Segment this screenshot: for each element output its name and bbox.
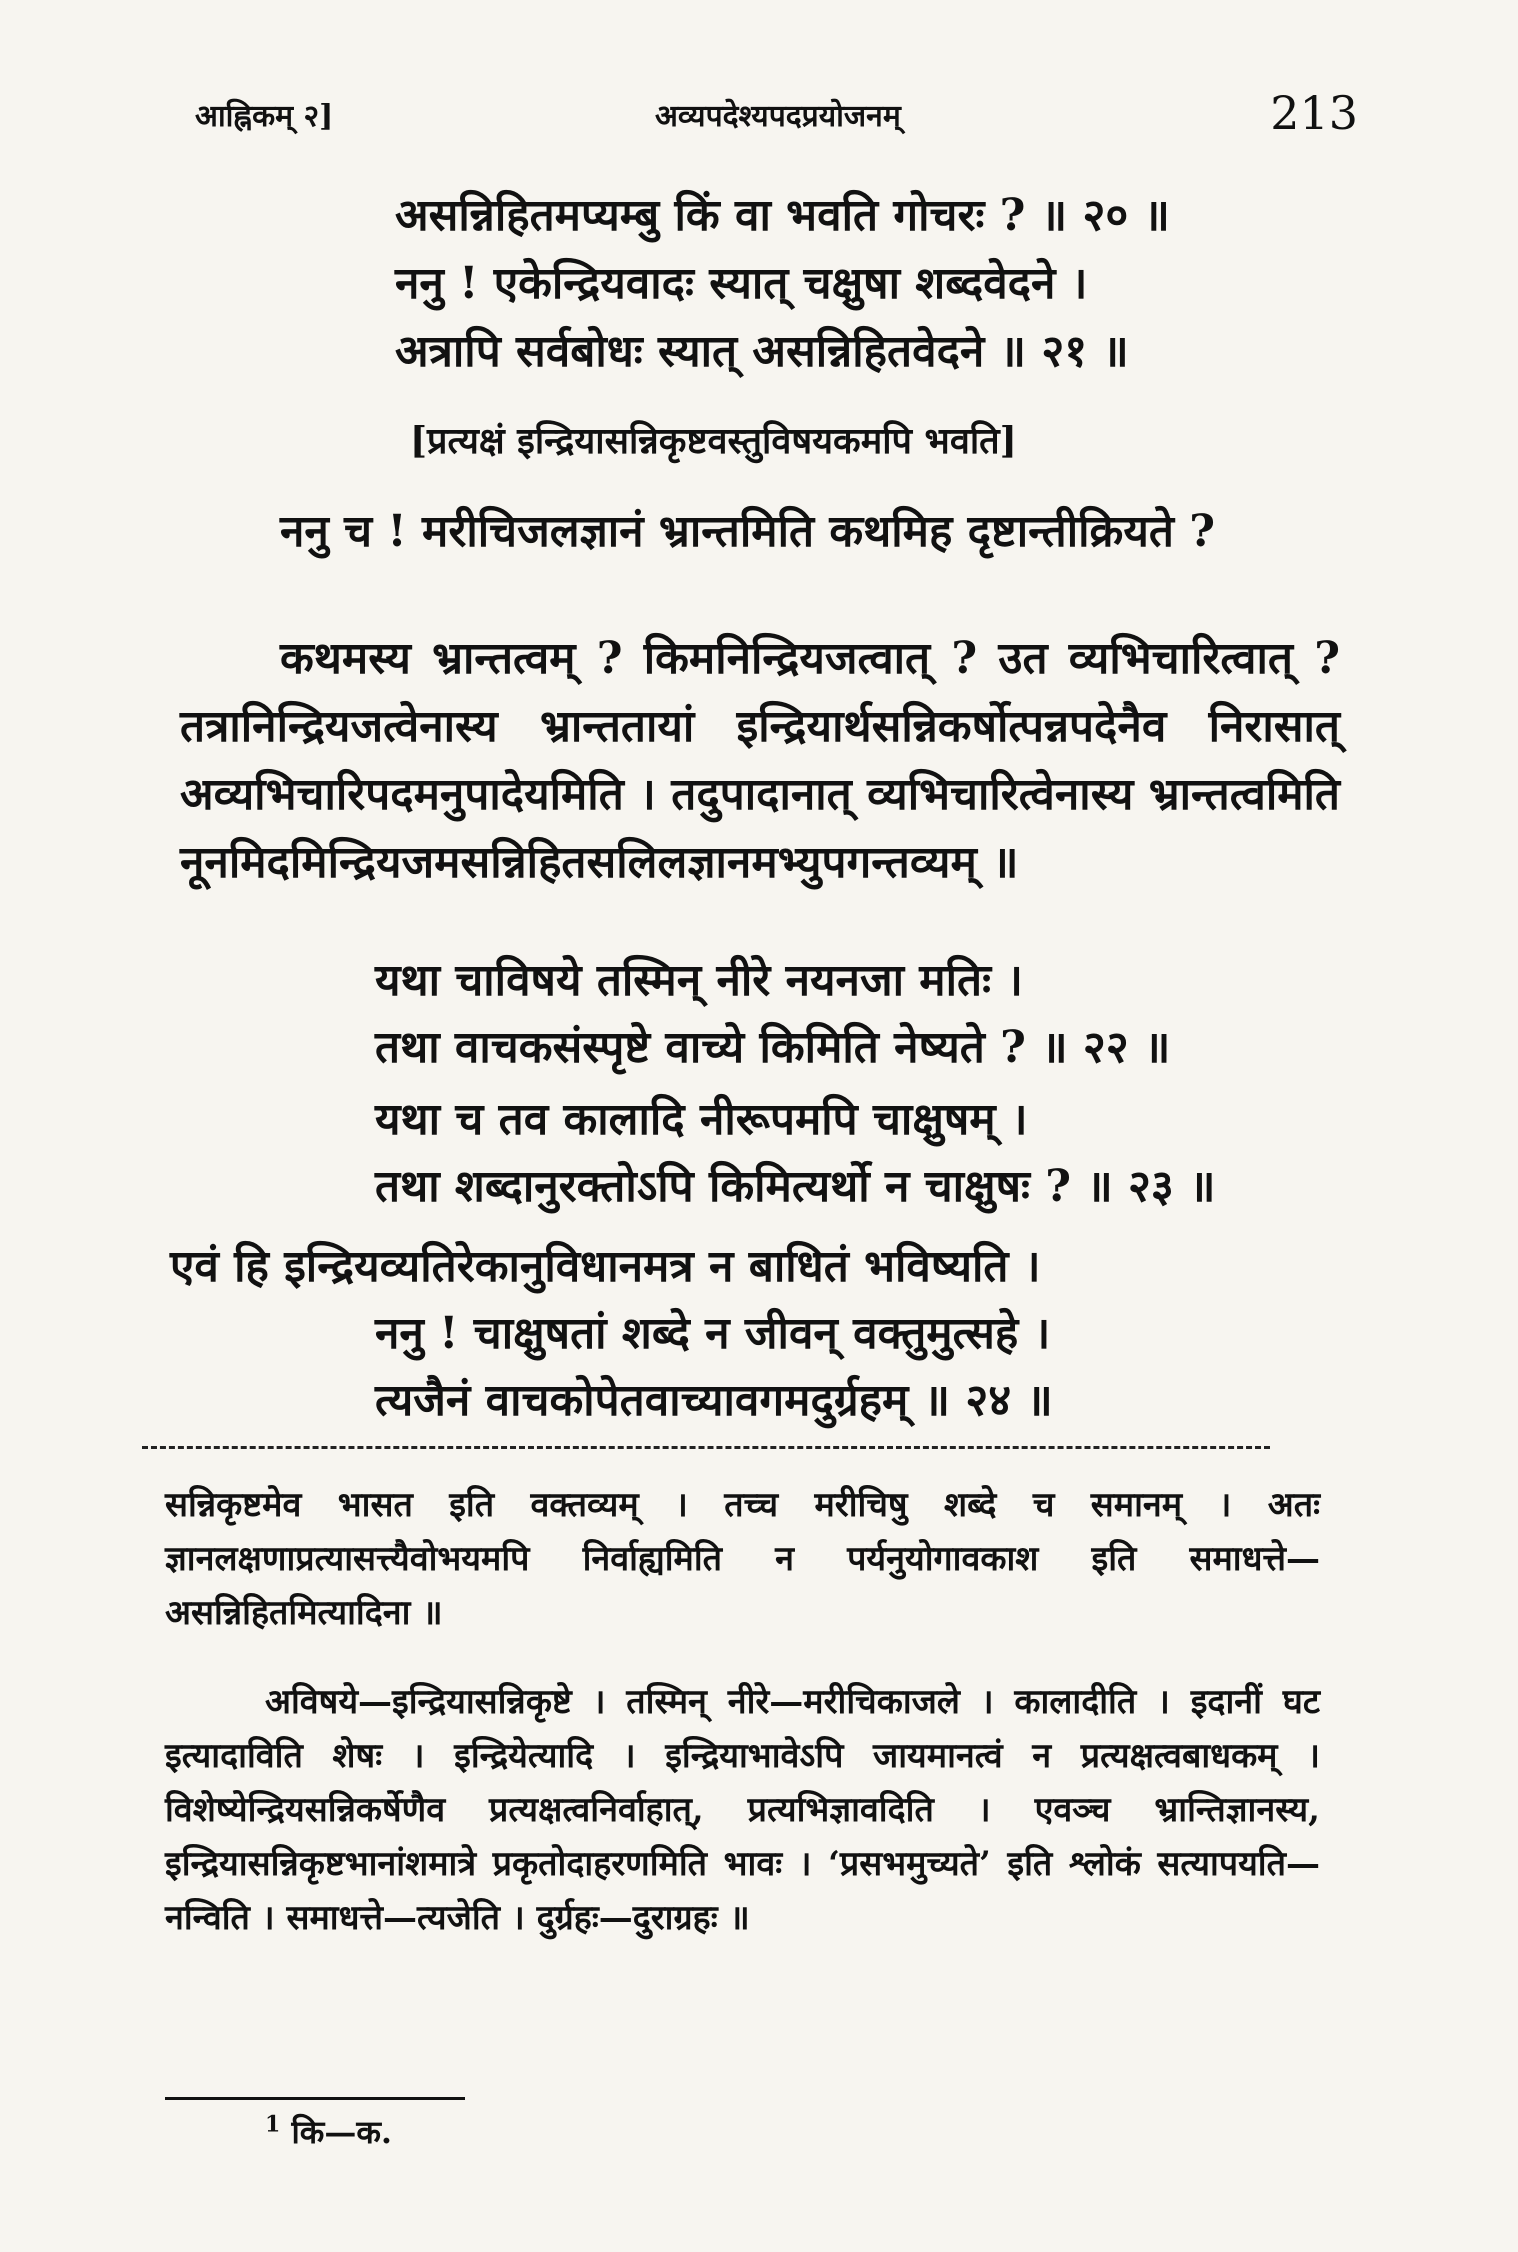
commentary-text: सन्निकृष्टमेव भासत इति वक्तव्यम् । तच्च मरीचिषु शब्दे च समानम् । अतः ज्ञानलक्षणाप्रत्यासत्त्यैवोभयमपि निर्वाह्यमिति न पर्यनुयोगावकाश इति समाधत्ते—असन्निहितमित्यादिना ॥ [165,1485,1320,1633]
commentary-paragraph [165,1675,1320,1945]
commentary-text: अविषये—इन्द्रियासन्निकृष्टे । तस्मिन् नीरे—मरीचिकाजले । कालादीति । इदानीं घट इत्यादाविति शेषः । इन्द्रियेत्यादि । इन्द्रियाभावेऽपि जायमानत्वं न प्रत्यक्षत्वबाधकम् । विशेष्येन्द्रियसन्निकर्षेणैव प्रत्यक्षत्वनिर्वाहात्, प्रत्यभिज्ञावदिति । एवञ्च भ्रान्तिज्ञानस्य, इन्द्रियासन्निकृष्टभानांशमात्रे प्रकृतोदाहरणमिति भावः । ‘प्रसभमुच्यते’ इति श्लोकं सत्यापयति—नन्विति । समाधत्ते—त्यजेति । दुर्ग्रहः—दुराग्रहः ॥ [165,1682,1320,1938]
verse-line: असन्निहितमप्यम्बु किं वा भवति गोचरः ? ॥ २० ॥ [395,190,1170,241]
footnote [265,2110,392,2153]
verse-line: ननु ! एकेन्द्रियवादः स्यात् चक्षुषा शब्दवेदने । [395,258,1088,309]
paragraph-text: एवं हि इन्द्रियव्यतिरेकानुविधानमत्र न बाधितं भविष्यति । [170,1241,1041,1292]
footnote-rule [165,2097,465,2100]
commentary-paragraph [165,1478,1320,1640]
verse-line: तथा शब्दानुरक्तोऽपि किमित्यर्थो न चाक्षुषः ? ॥ २३ ॥ [375,1161,1216,1212]
paragraph [180,625,1340,897]
chapter-label: आह्निकम् २] [195,99,334,134]
footnote-marker: 1 [265,2111,281,2138]
paragraph-text: कथमस्य भ्रान्तत्वम् ? किमनिन्द्रियजत्वात् ? उत व्यभिचारित्वात् ? तत्रानिन्द्रियजत्वेनास्य भ्रान्ततायां इन्द्रियार्थसन्निकर्षोत्पन्नपदेनैव निरासात् अव्यभिचारिपदमनुपादेयमिति । तदुपादानात् व्यभिचारित्वेनास्य भ्रान्तत्वमिति नूनमिदमिन्द्रियजमसन्निहितसलिलज्ञानमभ्युपगन्तव्यम् ॥ [180,633,1340,888]
page-number: 213 [1270,86,1358,140]
paragraph-text: ननु च ! मरीचिजलज्ञानं भ्रान्तमिति कथमिह दृष्टान्तीक्रियते ? [280,506,1216,557]
section-title: अव्यपदेश्यपदप्रयोजनम् [655,99,901,134]
verse-line: अत्रापि सर्वबोधः स्यात् असन्निहितवेदने ॥ २१ ॥ [395,326,1129,377]
paragraph [170,1233,1330,1301]
verse-line: त्यजैनं वाचकोपेतवाच्यावगमदुर्ग्रहम् ॥ २४ ॥ [375,1375,1053,1426]
verse-line: यथा चाविषये तस्मिन् नीरे नयनजा मतिः । [375,955,1023,1006]
commentary-divider [142,1446,1270,1449]
footnote-text: कि—क. [291,2113,393,2151]
verse-line: ननु ! चाक्षुषतां शब्दे न जीवन् वक्तुमुत्सहे । [375,1308,1051,1359]
paragraph [180,498,1340,566]
verse-line: यथा च तव कालादि नीरूपमपि चाक्षुषम् । [375,1094,1028,1145]
running-header [195,86,1358,146]
section-heading: [प्रत्यक्षं इन्द्रियासन्निकृष्टवस्तुविषयकमपि भवति] [410,420,1017,462]
verse-line: तथा वाचकसंस्पृष्टे वाच्ये किमिति नेष्यते ? ॥ २२ ॥ [375,1022,1171,1073]
